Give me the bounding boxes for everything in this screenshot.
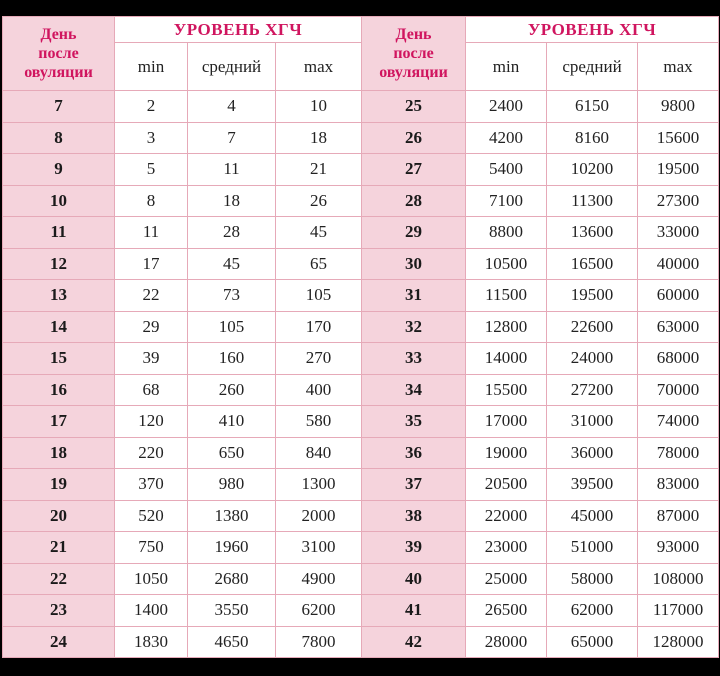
max-cell-left: 270 [276,343,362,375]
max-cell-right: 68000 [638,343,719,375]
max-cell-right: 108000 [638,563,719,595]
table-body [3,91,719,658]
day-cell-right: 39 [362,532,466,564]
max-cell-right: 27300 [638,185,719,217]
table-row [3,374,719,406]
day-cell-left: 17 [3,406,115,438]
mid-cell-left: 73 [188,280,276,312]
mid-cell-left: 7 [188,122,276,154]
table-row [3,122,719,154]
day-cell-right: 27 [362,154,466,186]
mid-cell-left: 2680 [188,563,276,595]
min-cell-left: 370 [115,469,188,501]
min-cell-left: 520 [115,500,188,532]
min-cell-right: 7100 [466,185,547,217]
mid-cell-left: 45 [188,248,276,280]
max-cell-left: 1300 [276,469,362,501]
day-cell-left: 23 [3,595,115,627]
max-cell-right: 63000 [638,311,719,343]
day-cell-right: 32 [362,311,466,343]
max-cell-left: 21 [276,154,362,186]
min-cell-right: 2400 [466,91,547,123]
day-cell-left: 22 [3,563,115,595]
min-cell-right: 11500 [466,280,547,312]
day-cell-left: 21 [3,532,115,564]
min-cell-left: 2 [115,91,188,123]
day-cell-right: 36 [362,437,466,469]
table-row [3,343,719,375]
mid-cell-left: 260 [188,374,276,406]
day-cell-right: 42 [362,626,466,658]
min-cell-right: 4200 [466,122,547,154]
mid-cell-right: 51000 [547,532,638,564]
min-cell-left: 8 [115,185,188,217]
table-row [3,91,719,123]
table-row [3,595,719,627]
mid-cell-left: 28 [188,217,276,249]
min-cell-left: 3 [115,122,188,154]
day-cell-right: 37 [362,469,466,501]
mid-cell-right: 31000 [547,406,638,438]
day-cell-left: 9 [3,154,115,186]
max-cell-left: 105 [276,280,362,312]
day-cell-right: 31 [362,280,466,312]
day-cell-right: 26 [362,122,466,154]
min-cell-left: 11 [115,217,188,249]
min-cell-right: 17000 [466,406,547,438]
mid-cell-left: 650 [188,437,276,469]
day-cell-right: 40 [362,563,466,595]
max-cell-left: 45 [276,217,362,249]
min-cell-right: 14000 [466,343,547,375]
max-cell-right: 19500 [638,154,719,186]
mid-cell-right: 19500 [547,280,638,312]
day-cell-right: 33 [362,343,466,375]
header-mid-right: средний [547,43,638,91]
max-cell-left: 65 [276,248,362,280]
day-cell-right: 30 [362,248,466,280]
min-cell-right: 10500 [466,248,547,280]
min-cell-left: 220 [115,437,188,469]
max-cell-right: 33000 [638,217,719,249]
day-cell-left: 24 [3,626,115,658]
header-mid-left: средний [188,43,276,91]
max-cell-right: 60000 [638,280,719,312]
min-cell-left: 39 [115,343,188,375]
mid-cell-right: 8160 [547,122,638,154]
max-cell-left: 580 [276,406,362,438]
mid-cell-right: 39500 [547,469,638,501]
header-max-right: max [638,43,719,91]
mid-cell-left: 1960 [188,532,276,564]
min-cell-right: 12800 [466,311,547,343]
header-min-left: min [115,43,188,91]
min-cell-left: 29 [115,311,188,343]
day-cell-right: 41 [362,595,466,627]
min-cell-left: 68 [115,374,188,406]
max-cell-left: 2000 [276,500,362,532]
mid-cell-left: 410 [188,406,276,438]
min-cell-left: 750 [115,532,188,564]
min-cell-left: 22 [115,280,188,312]
mid-cell-right: 16500 [547,248,638,280]
max-cell-left: 18 [276,122,362,154]
table-row [3,154,719,186]
min-cell-right: 26500 [466,595,547,627]
mid-cell-left: 4650 [188,626,276,658]
max-cell-left: 10 [276,91,362,123]
table-row [3,469,719,501]
min-cell-right: 19000 [466,437,547,469]
mid-cell-right: 27200 [547,374,638,406]
min-cell-right: 25000 [466,563,547,595]
day-cell-left: 12 [3,248,115,280]
day-cell-right: 25 [362,91,466,123]
hcg-table-sheet [2,16,718,658]
max-cell-right: 128000 [638,626,719,658]
table-row [3,217,719,249]
min-cell-left: 1400 [115,595,188,627]
max-cell-right: 9800 [638,91,719,123]
day-cell-left: 16 [3,374,115,406]
max-cell-right: 74000 [638,406,719,438]
table-row [3,500,719,532]
max-cell-left: 6200 [276,595,362,627]
mid-cell-left: 105 [188,311,276,343]
day-cell-right: 38 [362,500,466,532]
mid-cell-left: 4 [188,91,276,123]
mid-cell-left: 160 [188,343,276,375]
mid-cell-left: 1380 [188,500,276,532]
day-cell-left: 10 [3,185,115,217]
mid-cell-right: 22600 [547,311,638,343]
day-cell-left: 15 [3,343,115,375]
header-hcg-level-right: УРОВЕНЬ ХГЧ [466,17,719,43]
day-cell-left: 13 [3,280,115,312]
mid-cell-right: 10200 [547,154,638,186]
mid-cell-left: 11 [188,154,276,186]
max-cell-right: 93000 [638,532,719,564]
mid-cell-right: 11300 [547,185,638,217]
table-row [3,563,719,595]
header-day-after-ovulation-right: День после овуляции [362,17,466,91]
day-cell-right: 28 [362,185,466,217]
min-cell-right: 20500 [466,469,547,501]
max-cell-right: 70000 [638,374,719,406]
mid-cell-right: 24000 [547,343,638,375]
max-cell-right: 78000 [638,437,719,469]
table-row [3,185,719,217]
mid-cell-right: 6150 [547,91,638,123]
table-row [3,248,719,280]
header-max-left: max [276,43,362,91]
min-cell-left: 120 [115,406,188,438]
day-cell-left: 11 [3,217,115,249]
table-row [3,311,719,343]
day-cell-right: 35 [362,406,466,438]
min-cell-left: 5 [115,154,188,186]
day-cell-left: 20 [3,500,115,532]
mid-cell-left: 980 [188,469,276,501]
header-min-right: min [466,43,547,91]
max-cell-left: 170 [276,311,362,343]
day-cell-right: 29 [362,217,466,249]
table-row [3,437,719,469]
min-cell-left: 1830 [115,626,188,658]
min-cell-right: 22000 [466,500,547,532]
min-cell-right: 8800 [466,217,547,249]
max-cell-right: 15600 [638,122,719,154]
mid-cell-right: 58000 [547,563,638,595]
header-day-after-ovulation-left: День после овуляции [3,17,115,91]
mid-cell-right: 45000 [547,500,638,532]
max-cell-left: 3100 [276,532,362,564]
max-cell-right: 40000 [638,248,719,280]
header-hcg-level-left: УРОВЕНЬ ХГЧ [115,17,362,43]
mid-cell-right: 62000 [547,595,638,627]
mid-cell-left: 18 [188,185,276,217]
min-cell-right: 23000 [466,532,547,564]
max-cell-right: 117000 [638,595,719,627]
min-cell-right: 5400 [466,154,547,186]
min-cell-right: 15500 [466,374,547,406]
min-cell-left: 1050 [115,563,188,595]
hcg-level-table [2,16,719,658]
day-cell-left: 7 [3,91,115,123]
max-cell-left: 4900 [276,563,362,595]
day-cell-left: 14 [3,311,115,343]
mid-cell-left: 3550 [188,595,276,627]
table-row [3,626,719,658]
min-cell-left: 17 [115,248,188,280]
max-cell-left: 26 [276,185,362,217]
min-cell-right: 28000 [466,626,547,658]
day-cell-left: 19 [3,469,115,501]
mid-cell-right: 65000 [547,626,638,658]
day-cell-left: 8 [3,122,115,154]
day-cell-left: 18 [3,437,115,469]
table-row [3,406,719,438]
max-cell-left: 7800 [276,626,362,658]
max-cell-right: 83000 [638,469,719,501]
table-row [3,532,719,564]
max-cell-left: 400 [276,374,362,406]
max-cell-right: 87000 [638,500,719,532]
mid-cell-right: 13600 [547,217,638,249]
day-cell-right: 34 [362,374,466,406]
max-cell-left: 840 [276,437,362,469]
table-row [3,280,719,312]
mid-cell-right: 36000 [547,437,638,469]
